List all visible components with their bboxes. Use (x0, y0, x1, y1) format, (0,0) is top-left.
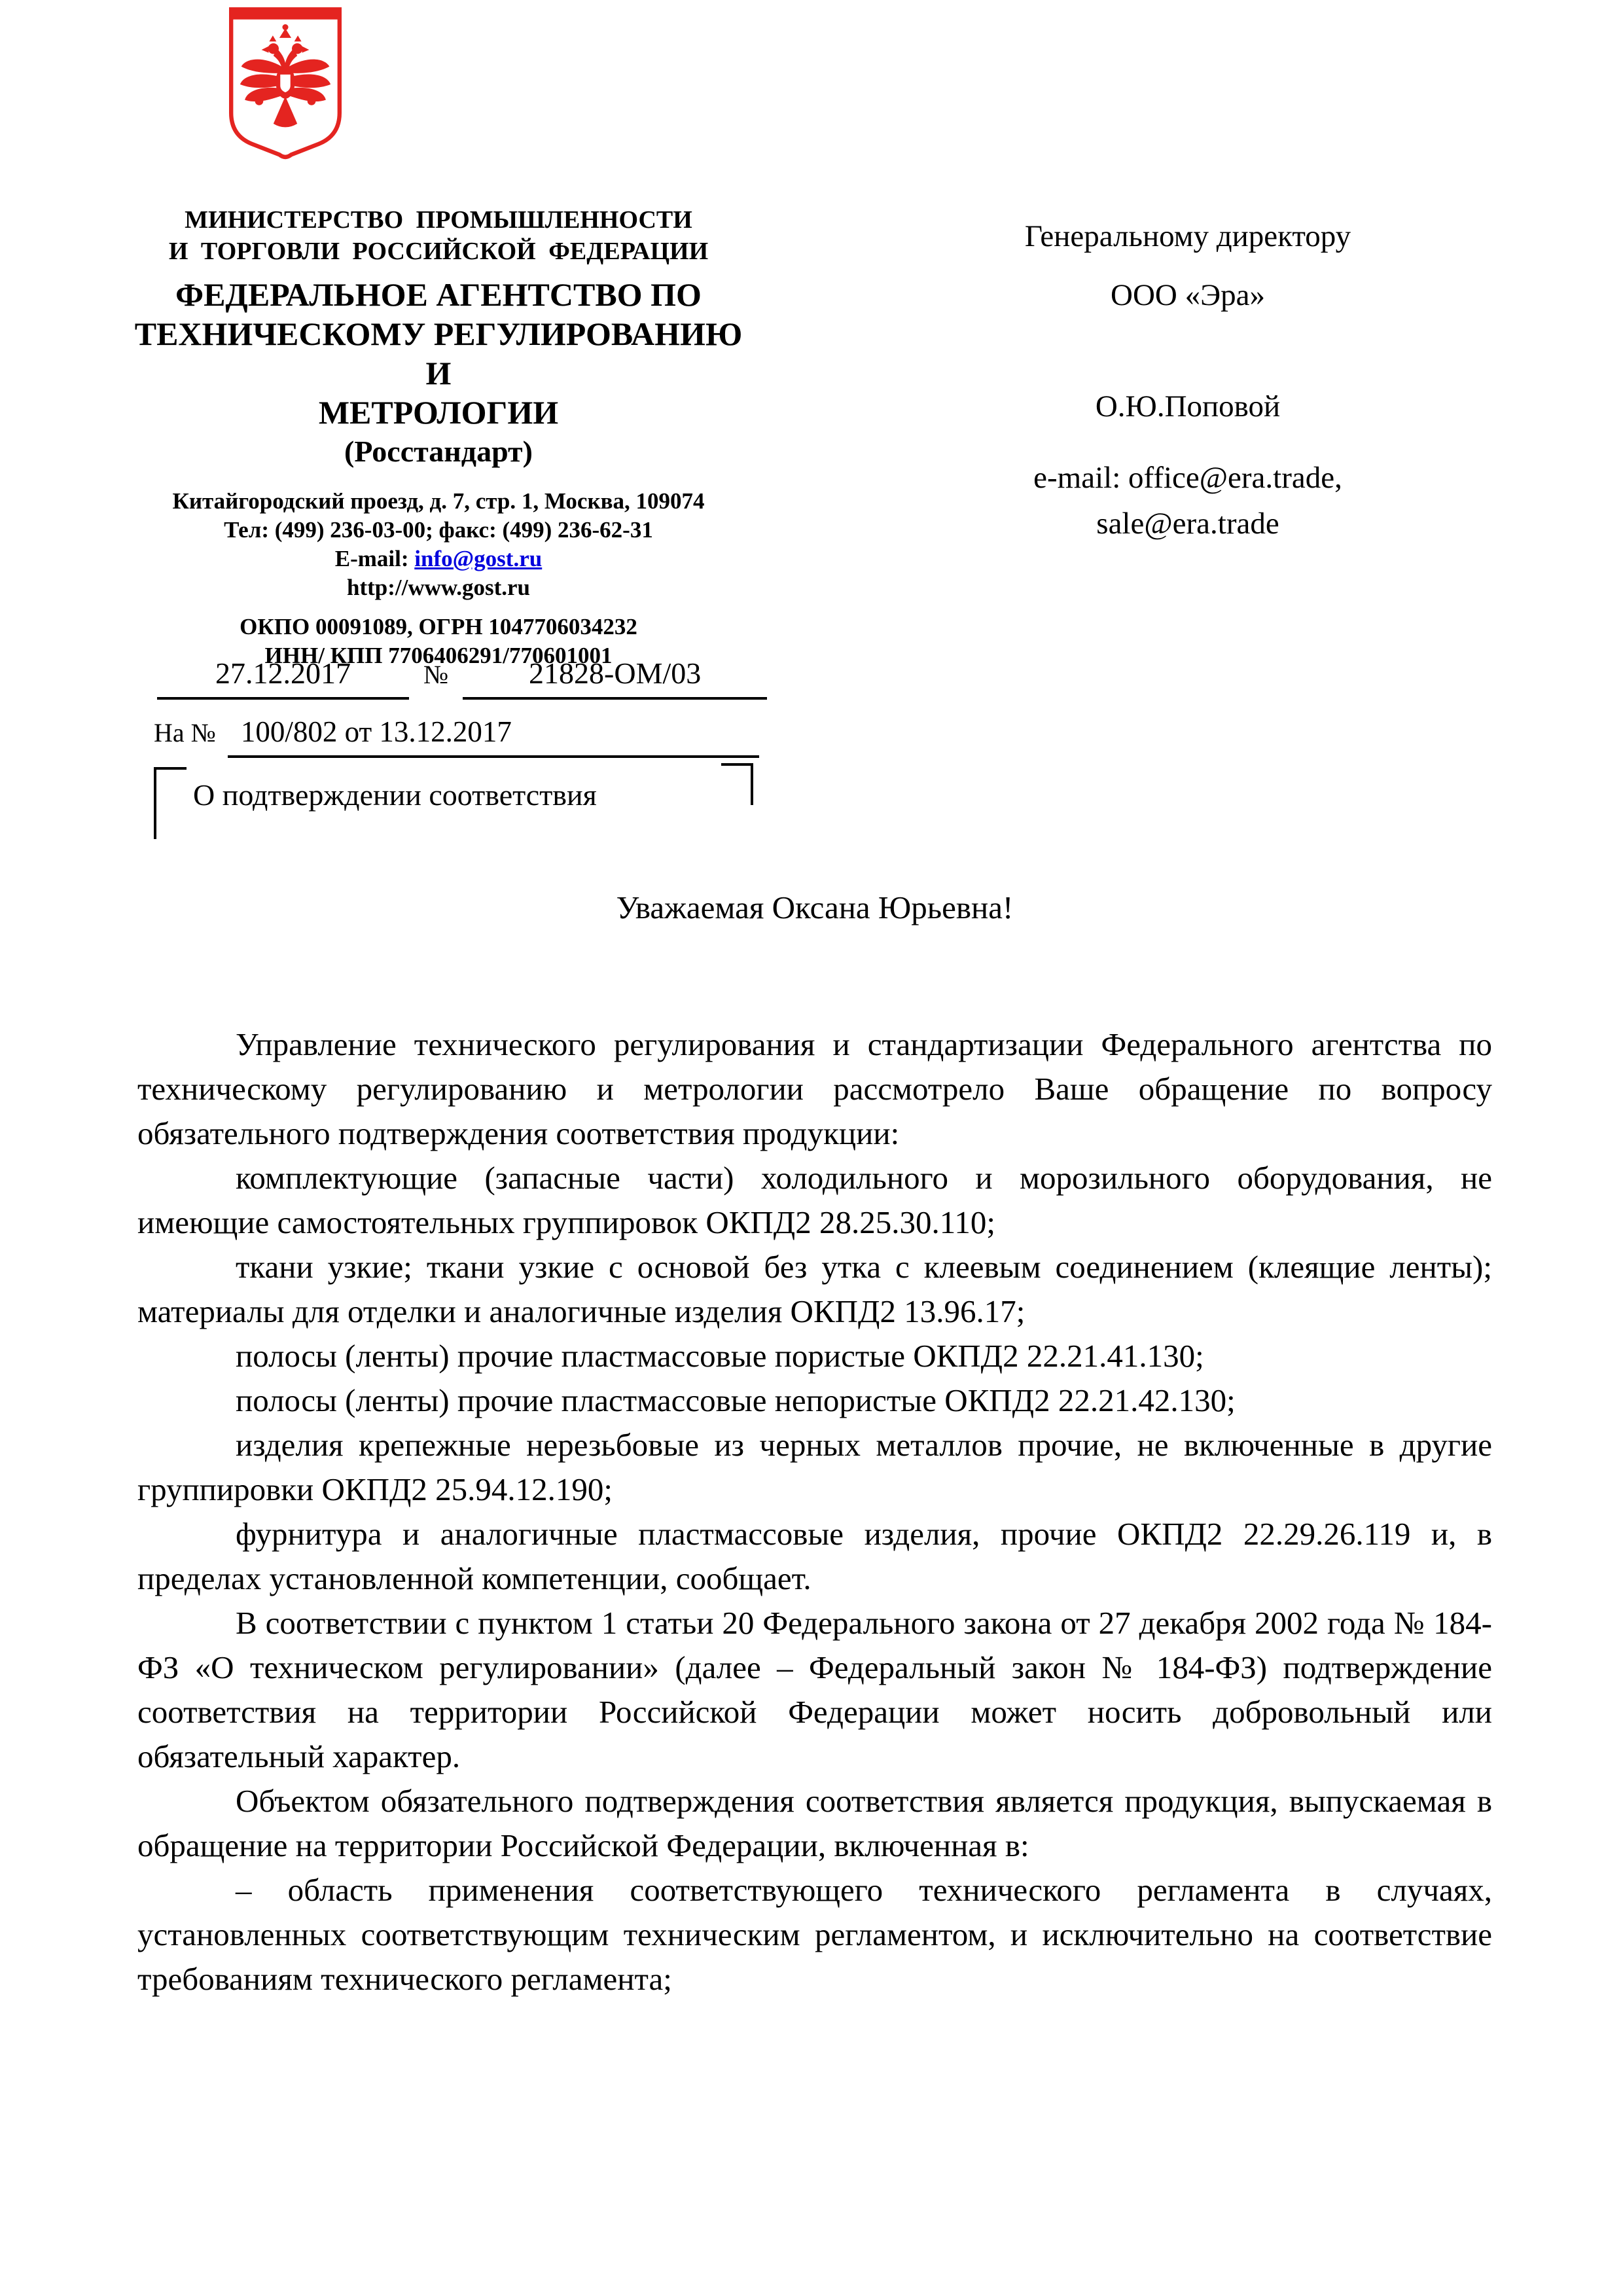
body-paragraph: комплектующие (запасные части) холодильного и морозильного оборудования, не имеющие самостоятельных группировок ОКПД2 28.25.30.110; (137, 1160, 1492, 1240)
recipient-email (929, 455, 1446, 547)
body-paragraph: В соответствии с пунктом 1 статьи 20 Федерального закона от 27 декабря 2002 года № 184-ФЗ «О техническом регулировании» (далее – Федеральный закон № 184-ФЗ) подтверждение соответствия на территории Российской Федерации может носить добровольный или обязательный характер. (137, 1605, 1492, 1774)
reply-reference-row (154, 715, 759, 758)
body-paragraph: полосы (ленты) прочие пластмассовые пористые ОКПД2 22.21.41.130; (236, 1338, 1204, 1374)
letter-date-field: 27.12.2017 (157, 656, 409, 700)
coat-of-arms-emblem (226, 5, 345, 162)
agency-contacts (124, 487, 753, 602)
recipient-email-line2: sale@era.trade (1096, 507, 1279, 541)
agency-name-line2: ТЕХНИЧЕСКОМУ РЕГУЛИРОВАНИЮ И (134, 315, 743, 391)
body-paragraph: Управление технического регулирования и стандартизации Федерального агентства по техническому регулированию и метрологии рассмотрело Ваше обращение по вопросу обязательного подтверждения соответствия продукции: (137, 1026, 1492, 1151)
agency-phone-fax: Тел: (499) 236-03-00; факс: (499) 236-62-31 (224, 517, 653, 543)
body-paragraph: изделия крепежные нерезьбовые из черных металлов прочие, не включенные в другие группировки ОКПД2 25.94.12.190; (137, 1427, 1492, 1507)
ministry-name (124, 204, 753, 267)
body-paragraph: полосы (ленты) прочие пластмассовые непористые ОКПД2 22.21.42.130; (236, 1382, 1236, 1418)
double-headed-eagle-icon (226, 5, 345, 162)
reply-reference-field: 100/802 от 13.12.2017 (228, 715, 759, 758)
letterhead (124, 204, 753, 670)
body-paragraph: фурнитура и аналогичные пластмассовые изделия, прочие ОКПД2 22.29.26.119 и, в пределах установленной компетенции, сообщает. (137, 1516, 1492, 1596)
recipient-name: О.Ю.Поповой (1095, 389, 1281, 423)
corner-mark-left (154, 767, 187, 839)
agency-email-link[interactable]: info@gost.ru (414, 546, 543, 571)
corner-mark-right (721, 763, 753, 805)
ministry-name-line2: И ТОРГОВЛИ РОССИЙСКОЙ ФЕДЕРАЦИИ (168, 238, 709, 265)
recipient-block (929, 216, 1446, 547)
agency-email-label: E-mail: (334, 546, 415, 571)
agency-name (124, 275, 753, 432)
agency-website: http://www.gost.ru (346, 575, 531, 600)
letter-number-field: 21828-ОМ/03 (463, 656, 767, 700)
ministry-name-line1: МИНИСТЕРСТВО ПРОМЫШЛЕННОСТИ (185, 206, 692, 234)
agency-email-line (124, 545, 753, 573)
letter-body (137, 885, 1492, 2001)
reference-row (157, 656, 767, 700)
agency-name-line3: МЕТРОЛОГИИ (318, 394, 559, 431)
agency-short-name: (Росстандарт) (344, 435, 533, 468)
recipient-position: Генеральному директору (1024, 219, 1351, 253)
salutation: Уважаемая Оксана Юрьевна! (616, 889, 1014, 925)
reply-reference-label: На № (154, 718, 216, 747)
agency-name-line1: ФЕДЕРАЛЬНОЕ АГЕНТСТВО ПО (175, 276, 702, 313)
agency-address: Китайгородский проезд, д. 7, стр. 1, Москва, 109074 (172, 488, 705, 514)
body-paragraph: – область применения соответствующего технического регламента в случаях, установленных соответствующим техническим регламентом, и исключительно на соответствие требованиям технического регламента; (137, 1872, 1492, 1997)
agency-inn-kpp: ИНН/ КПП 7706406291/770601001 (264, 643, 613, 668)
recipient-email-line1: e-mail: office@era.trade, (1033, 461, 1342, 495)
subject-line: О подтверждении соответствия (193, 778, 597, 812)
agency-okpo-ogrn: ОКПО 00091089, ОГРН 1047706034232 (240, 614, 637, 639)
body-paragraph: Объектом обязательного подтверждения соответствия является продукция, выпускаемая в обращение на территории Российской Федерации, включенная в: (137, 1783, 1492, 1863)
recipient-company: ООО «Эра» (1111, 278, 1265, 312)
number-sign: № (423, 660, 449, 689)
body-paragraph: ткани узкие; ткани узкие с основой без утка с клеевым соединением (клеящие ленты); материалы для отделки и аналогичные изделия ОКПД2 13.96.17; (137, 1249, 1492, 1329)
